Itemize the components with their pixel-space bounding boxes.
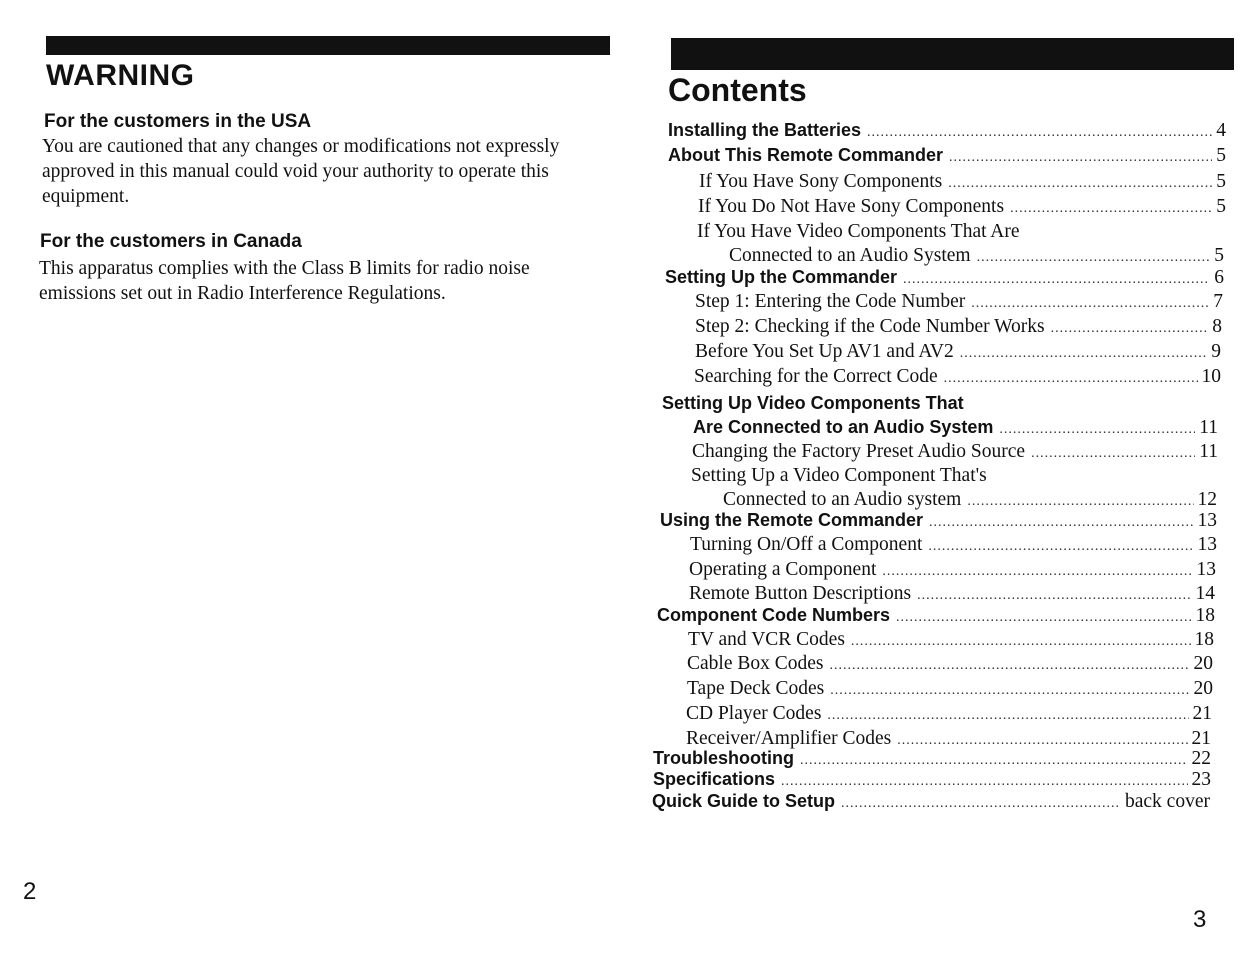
toc-dot-leader xyxy=(800,753,1188,769)
toc-entry-label: If You Do Not Have Sony Components xyxy=(698,196,1005,217)
toc-entry[interactable] xyxy=(695,316,1222,340)
toc-dot-leader xyxy=(867,125,1212,141)
toc-entry-label: If You Have Sony Components xyxy=(699,171,943,192)
toc-entry-label: CD Player Codes xyxy=(686,703,822,724)
toc-dot-leader xyxy=(977,250,1211,266)
toc-entry-label: Installing the Batteries xyxy=(668,120,862,140)
toc-dot-leader xyxy=(971,296,1209,312)
toc-dot-leader xyxy=(1031,446,1195,462)
toc-entry[interactable] xyxy=(697,221,1224,245)
toc-entry[interactable] xyxy=(729,245,1224,269)
toc-dot-leader xyxy=(1010,201,1212,217)
toc-dot-leader xyxy=(897,733,1187,749)
toc-entry-label: Before You Set Up AV1 and AV2 xyxy=(695,341,954,362)
toc-entry[interactable] xyxy=(657,605,1215,629)
toc-entry-page: 10 xyxy=(1201,366,1221,387)
usa-heading: For the customers in the USA xyxy=(44,111,312,132)
toc-entry[interactable] xyxy=(687,653,1213,677)
toc-entry[interactable] xyxy=(662,393,1220,417)
toc-dot-leader xyxy=(928,539,1193,555)
toc-entry-page: 11 xyxy=(1199,417,1218,438)
toc-entry[interactable] xyxy=(695,291,1223,315)
toc-entry-page: 13 xyxy=(1196,559,1216,580)
canada-heading: For the customers in Canada xyxy=(40,231,302,252)
toc-entry-page: 11 xyxy=(1199,441,1218,462)
toc-entry-page: 12 xyxy=(1197,489,1217,510)
toc-entry[interactable] xyxy=(668,120,1226,144)
toc-entry[interactable] xyxy=(686,703,1212,727)
toc-dot-leader xyxy=(960,346,1207,362)
toc-entry-label: Remote Button Descriptions xyxy=(689,583,912,604)
canada-notice-text: This apparatus complies with the Class B limits for radio noise emissions set out in Radio Interference Regulations. xyxy=(39,258,530,304)
toc-entry-label: Troubleshooting xyxy=(653,748,794,768)
toc-entry-page: 13 xyxy=(1197,534,1217,555)
toc-entry-page: 5 xyxy=(1216,171,1226,192)
toc-dot-leader xyxy=(827,708,1188,724)
toc-entry[interactable] xyxy=(690,534,1217,558)
toc-entry-page: 13 xyxy=(1197,510,1217,531)
left-page-number: 2 xyxy=(23,878,37,905)
toc-entry-page: 5 xyxy=(1216,145,1226,166)
toc-dot-leader xyxy=(896,610,1191,626)
toc-entry-label: Setting Up Video Components That xyxy=(662,393,964,413)
toc-dot-leader xyxy=(1051,321,1209,337)
toc-dot-leader xyxy=(949,150,1212,166)
toc-entry-label: Setting Up the Commander xyxy=(665,267,898,287)
toc-entry-label: Cable Box Codes xyxy=(687,653,824,674)
toc-entry-label: Operating a Component xyxy=(689,559,877,580)
toc-entry-label: Connected to an Audio System xyxy=(729,245,971,266)
toc-entry-label: Changing the Factory Preset Audio Source xyxy=(692,441,1026,462)
toc-entry[interactable] xyxy=(694,366,1221,390)
toc-entry-label: Step 1: Entering the Code Number xyxy=(695,291,966,312)
toc-dot-leader xyxy=(944,371,1198,387)
toc-entry[interactable] xyxy=(665,267,1224,291)
toc-entry-label: Setting Up a Video Component That's xyxy=(691,465,987,486)
contents-title: Contents xyxy=(668,72,807,108)
toc-entry-page: back cover xyxy=(1125,791,1210,812)
toc-entry-label: TV and VCR Codes xyxy=(688,629,845,650)
toc-entry[interactable] xyxy=(693,417,1218,441)
toc-entry-label: Tape Deck Codes xyxy=(687,678,825,699)
toc-entry-page: 22 xyxy=(1191,748,1211,769)
toc-entry-page: 21 xyxy=(1191,728,1211,749)
toc-dot-leader xyxy=(830,658,1190,674)
toc-dot-leader xyxy=(929,515,1193,531)
toc-entry-page: 6 xyxy=(1214,267,1224,288)
toc-entry[interactable] xyxy=(692,441,1218,465)
toc-entry[interactable] xyxy=(653,769,1211,793)
toc-dot-leader xyxy=(999,422,1195,438)
toc-dot-leader xyxy=(830,683,1189,699)
toc-entry-label: Component Code Numbers xyxy=(657,605,891,625)
toc-entry-page: 23 xyxy=(1191,769,1211,790)
toc-dot-leader xyxy=(882,564,1192,580)
toc-dot-leader xyxy=(781,774,1187,790)
toc-entry[interactable] xyxy=(668,145,1226,169)
toc-entry[interactable] xyxy=(652,791,1210,815)
toc-entry[interactable] xyxy=(687,678,1213,702)
usa-notice-text: You are cautioned that any changes or modifications not expressly approved in this manual could void your authority to operate this equipment. xyxy=(42,136,560,207)
toc-entry-page: 14 xyxy=(1195,583,1215,604)
toc-entry-page: 20 xyxy=(1193,653,1213,674)
toc-entry-label: Connected to an Audio system xyxy=(723,489,962,510)
toc-entry-page: 18 xyxy=(1194,629,1214,650)
right-page-number: 3 xyxy=(1193,906,1207,933)
toc-dot-leader xyxy=(948,176,1212,192)
toc-entry-label: Receiver/Amplifier Codes xyxy=(686,728,892,749)
toc-entry[interactable] xyxy=(688,629,1214,653)
toc-entry-label: About This Remote Commander xyxy=(668,145,944,165)
toc-entry-page: 7 xyxy=(1213,291,1223,312)
toc-entry-label: Turning On/Off a Component xyxy=(690,534,923,555)
toc-entry-label: Step 2: Checking if the Code Number Works xyxy=(695,316,1045,337)
toc-entry-label: Using the Remote Commander xyxy=(660,510,924,530)
toc-dot-leader xyxy=(967,494,1193,510)
toc-dot-leader xyxy=(917,588,1191,604)
toc-entry-label: Are Connected to an Audio System xyxy=(693,417,994,437)
toc-entry-page: 18 xyxy=(1195,605,1215,626)
toc-entry-page: 20 xyxy=(1193,678,1213,699)
toc-entry-label: Searching for the Correct Code xyxy=(694,366,938,387)
toc-entry-page: 4 xyxy=(1216,120,1226,141)
toc-dot-leader xyxy=(851,634,1191,650)
toc-entry[interactable] xyxy=(689,559,1216,583)
toc-entry[interactable] xyxy=(695,341,1221,365)
toc-entry-page: 21 xyxy=(1192,703,1212,724)
toc-dot-leader xyxy=(903,272,1210,288)
toc-entry[interactable] xyxy=(699,171,1226,195)
toc-entry[interactable] xyxy=(660,510,1217,534)
toc-entry-page: 9 xyxy=(1211,341,1221,362)
warning-title: WARNING xyxy=(46,59,195,92)
toc-entry[interactable] xyxy=(689,583,1215,607)
toc-entry-page: 8 xyxy=(1212,316,1222,337)
toc-entry-page: 5 xyxy=(1214,245,1224,266)
toc-entry-label: Specifications xyxy=(653,769,776,789)
toc-entry[interactable] xyxy=(691,465,1216,489)
toc-dot-leader xyxy=(841,796,1121,812)
toc-entry[interactable] xyxy=(698,196,1226,220)
toc-entry-label: Quick Guide to Setup xyxy=(652,791,836,811)
toc-entry-label: If You Have Video Components That Are xyxy=(697,221,1020,242)
toc-entry-page: 5 xyxy=(1216,196,1226,217)
